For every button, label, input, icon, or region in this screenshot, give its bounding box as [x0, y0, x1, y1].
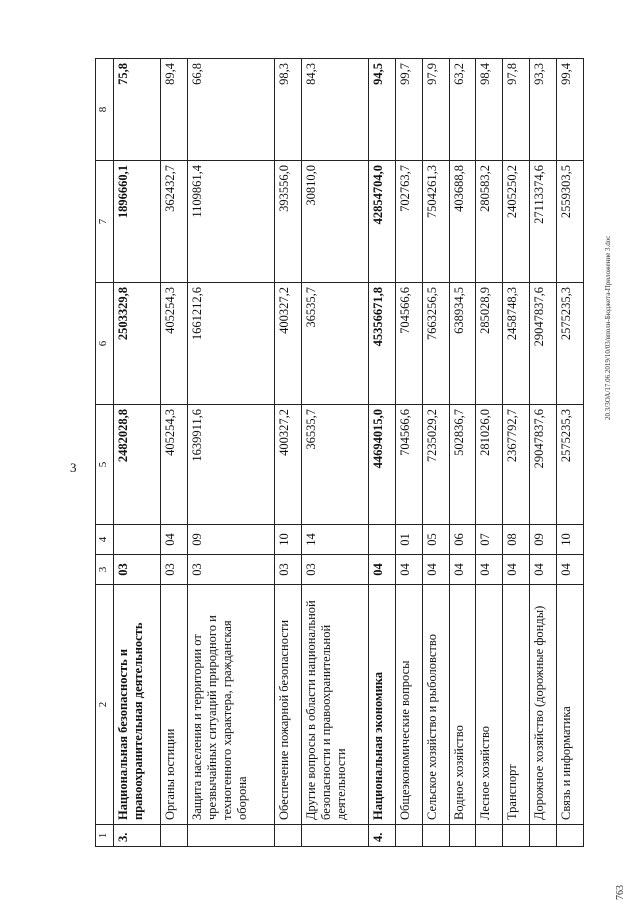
subsection-code — [369, 525, 396, 555]
value-col5: 7235029,2 — [422, 405, 449, 525]
page-number: 3 — [70, 460, 77, 475]
subsection-code: 09 — [187, 525, 274, 555]
row-number — [557, 825, 584, 847]
value-col7: 30810,0 — [301, 161, 368, 283]
percent-col8: 99,4 — [557, 59, 584, 161]
subsection-code: 06 — [449, 525, 476, 555]
subsection-code: 04 — [161, 525, 188, 555]
section-code: 03 — [187, 555, 274, 585]
percent-col8: 84,3 — [301, 59, 368, 161]
row-number — [530, 825, 557, 847]
value-col7: 1109861,4 — [187, 161, 274, 283]
table-row — [187, 59, 274, 847]
value-col5: 2575235,3 — [557, 405, 584, 525]
row-name: Национальная безопасность и правоохранительная деятельность — [114, 585, 161, 825]
column-header: 7 — [96, 161, 114, 283]
row-name: Обеспечение пожарной безопасности — [275, 585, 302, 825]
column-header: 4 — [96, 525, 114, 555]
row-number — [476, 825, 503, 847]
row-number — [187, 825, 274, 847]
table-row — [476, 59, 503, 847]
percent-col8: 98,3 — [275, 59, 302, 161]
row-number — [449, 825, 476, 847]
column-header: 3 — [96, 555, 114, 585]
section-code: 04 — [530, 555, 557, 585]
table-row — [449, 59, 476, 847]
row-number — [161, 825, 188, 847]
value-col6: 704566,6 — [395, 283, 422, 405]
value-col7: 27113374,6 — [530, 161, 557, 283]
section-code: 04 — [503, 555, 530, 585]
subsection-code: 07 — [476, 525, 503, 555]
value-col7: 2405250,2 — [503, 161, 530, 283]
value-col5: 400327,2 — [275, 405, 302, 525]
bottom-page-number: 763 — [615, 885, 626, 900]
row-name: Защита населения и территории от чрезвычайных ситуаций природного и техногенного характера, гражданская оборона — [187, 585, 274, 825]
subsection-code: 10 — [275, 525, 302, 555]
section-code: 03 — [275, 555, 302, 585]
row-name: Сельское хозяйство и рыболовство — [422, 585, 449, 825]
table-row — [369, 59, 396, 847]
percent-col8: 66,8 — [187, 59, 274, 161]
column-header: 5 — [96, 405, 114, 525]
section-code: 04 — [449, 555, 476, 585]
percent-col8: 98,4 — [476, 59, 503, 161]
row-number — [301, 825, 368, 847]
table-row — [275, 59, 302, 847]
section-code: 04 — [476, 555, 503, 585]
percent-col8: 97,9 — [422, 59, 449, 161]
row-name: Связь и информатика — [557, 585, 584, 825]
table-row — [161, 59, 188, 847]
section-code: 03 — [301, 555, 368, 585]
table-row — [557, 59, 584, 847]
row-name: Транспорт — [503, 585, 530, 825]
percent-col8: 99,7 — [395, 59, 422, 161]
value-col7: 2559303,5 — [557, 161, 584, 283]
column-header: 1 — [96, 825, 114, 847]
value-col5: 1639911,6 — [187, 405, 274, 525]
value-col7: 403688,8 — [449, 161, 476, 283]
table-row — [503, 59, 530, 847]
row-number — [422, 825, 449, 847]
value-col5: 2482028,8 — [114, 405, 161, 525]
section-code: 04 — [557, 555, 584, 585]
subsection-code — [114, 525, 161, 555]
value-col5: 502836,7 — [449, 405, 476, 525]
value-col7: 1896660,1 — [114, 161, 161, 283]
subsection-code: 05 — [422, 525, 449, 555]
row-name: Лесное хозяйство — [476, 585, 503, 825]
row-number — [275, 825, 302, 847]
percent-col8: 63,2 — [449, 59, 476, 161]
value-col7: 280583,2 — [476, 161, 503, 283]
value-col7: 362432,7 — [161, 161, 188, 283]
row-name: Другие вопросы в области национальной безопасности и правоохранительной деятельности — [301, 585, 368, 825]
subsection-code: 10 — [557, 525, 584, 555]
row-number: 3. — [114, 825, 161, 847]
row-name: Общеэкономические вопросы — [395, 585, 422, 825]
value-col5: 2367792,7 — [503, 405, 530, 525]
value-col7: 42854704,0 — [369, 161, 396, 283]
section-code: 03 — [114, 555, 161, 585]
column-header: 6 — [96, 283, 114, 405]
value-col5: 36535,7 — [301, 405, 368, 525]
column-header: 2 — [96, 585, 114, 825]
value-col6: 2503329,8 — [114, 283, 161, 405]
row-number: 4. — [369, 825, 396, 847]
subsection-code: 01 — [395, 525, 422, 555]
subsection-code: 14 — [301, 525, 368, 555]
value-col5: 281026,0 — [476, 405, 503, 525]
row-name: Водное хозяйство — [449, 585, 476, 825]
value-col7: 393556,0 — [275, 161, 302, 283]
percent-col8: 94,5 — [369, 59, 396, 161]
value-col6: 285028,9 — [476, 283, 503, 405]
value-col7: 702763,7 — [395, 161, 422, 283]
value-col6: 405254,3 — [161, 283, 188, 405]
row-name: Дорожное хозяйство (дорожные фонды) — [530, 585, 557, 825]
table-row — [395, 59, 422, 847]
percent-col8: 75,8 — [114, 59, 161, 161]
section-code: 04 — [395, 555, 422, 585]
subsection-code: 08 — [503, 525, 530, 555]
value-col6: 400327,2 — [275, 283, 302, 405]
budget-table — [95, 58, 584, 847]
value-col5: 704566,6 — [395, 405, 422, 525]
value-col6: 29047837,6 — [530, 283, 557, 405]
row-number — [395, 825, 422, 847]
value-col6: 7663256,5 — [422, 283, 449, 405]
value-col5: 44694015,0 — [369, 405, 396, 525]
row-name: Национальная экономика — [369, 585, 396, 825]
column-header: 8 — [96, 59, 114, 161]
value-col6: 2575235,3 — [557, 283, 584, 405]
value-col6: 36535,7 — [301, 283, 368, 405]
value-col6: 1661212,6 — [187, 283, 274, 405]
rotated-table-container — [95, 59, 584, 847]
section-code: 03 — [161, 555, 188, 585]
file-path-note: 20.3/3ОА/17.06.2019/10/03/вполн-Бюджета-Приложение 3.doc — [604, 235, 612, 420]
table-row — [422, 59, 449, 847]
percent-col8: 93,3 — [530, 59, 557, 161]
table-row — [114, 59, 161, 847]
section-code: 04 — [422, 555, 449, 585]
value-col7: 7504261,3 — [422, 161, 449, 283]
value-col6: 45356671,8 — [369, 283, 396, 405]
value-col5: 405254,3 — [161, 405, 188, 525]
row-number — [503, 825, 530, 847]
table-row — [301, 59, 368, 847]
value-col6: 638934,5 — [449, 283, 476, 405]
section-code: 04 — [369, 555, 396, 585]
table-row — [530, 59, 557, 847]
percent-col8: 97,8 — [503, 59, 530, 161]
header-row — [96, 59, 114, 847]
row-name: Органы юстиции — [161, 585, 188, 825]
value-col6: 2458748,3 — [503, 283, 530, 405]
subsection-code: 09 — [530, 525, 557, 555]
percent-col8: 89,4 — [161, 59, 188, 161]
value-col5: 29047837,6 — [530, 405, 557, 525]
